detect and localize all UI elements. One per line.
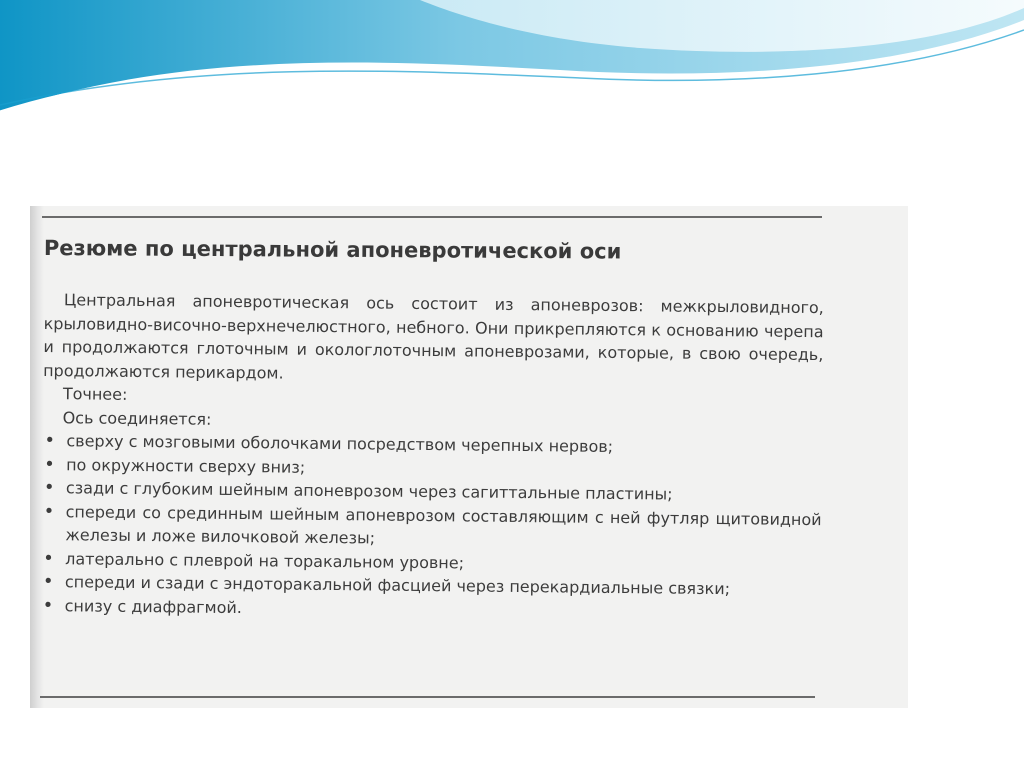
intro-paragraph: Центральная апоневротическая ось состоит из апоневрозов: межкрыловидного, крыловидно-височно-верхнечелюстного, небного. Они прикрепляются к основанию черепа и продолжаются глоточным и окологлоточным апоневрозами, которые, в свою очередь, продолжаются перикардом.: [43, 290, 824, 383]
list-item: • сверху с мозговыми оболочками посредством черепных нервов;: [42, 429, 822, 461]
list-item: • снизу с диафрагмой.: [41, 593, 821, 625]
top-rule: [42, 216, 822, 218]
document-body: [41, 288, 824, 625]
document-title: Резюме по центральной апоневротической оси: [43, 236, 622, 264]
scanned-page: [30, 206, 908, 708]
list-item: • латерально с плеврой на торакальном уровне;: [41, 546, 821, 578]
connections-list: [41, 429, 823, 625]
bottom-rule: [40, 696, 815, 698]
more-precisely-label: Точнее:: [62, 384, 128, 404]
list-item: • по окружности сверху вниз;: [42, 452, 822, 484]
list-item: • спереди со срединным шейным апоневрозом составляющим с ней футляр щитовидной железы и ложе вилочковой железы;: [41, 499, 821, 554]
list-item: • спереди и сзади с эндоторакальной фасцией через перекардиальные связки;: [41, 570, 821, 602]
connects-label: Ось соединяется:: [62, 407, 212, 429]
slide-wave-decoration: [0, 0, 1024, 130]
list-item: • сзади с глубоким шейным апоневрозом через сагиттальные пластины;: [42, 476, 822, 508]
